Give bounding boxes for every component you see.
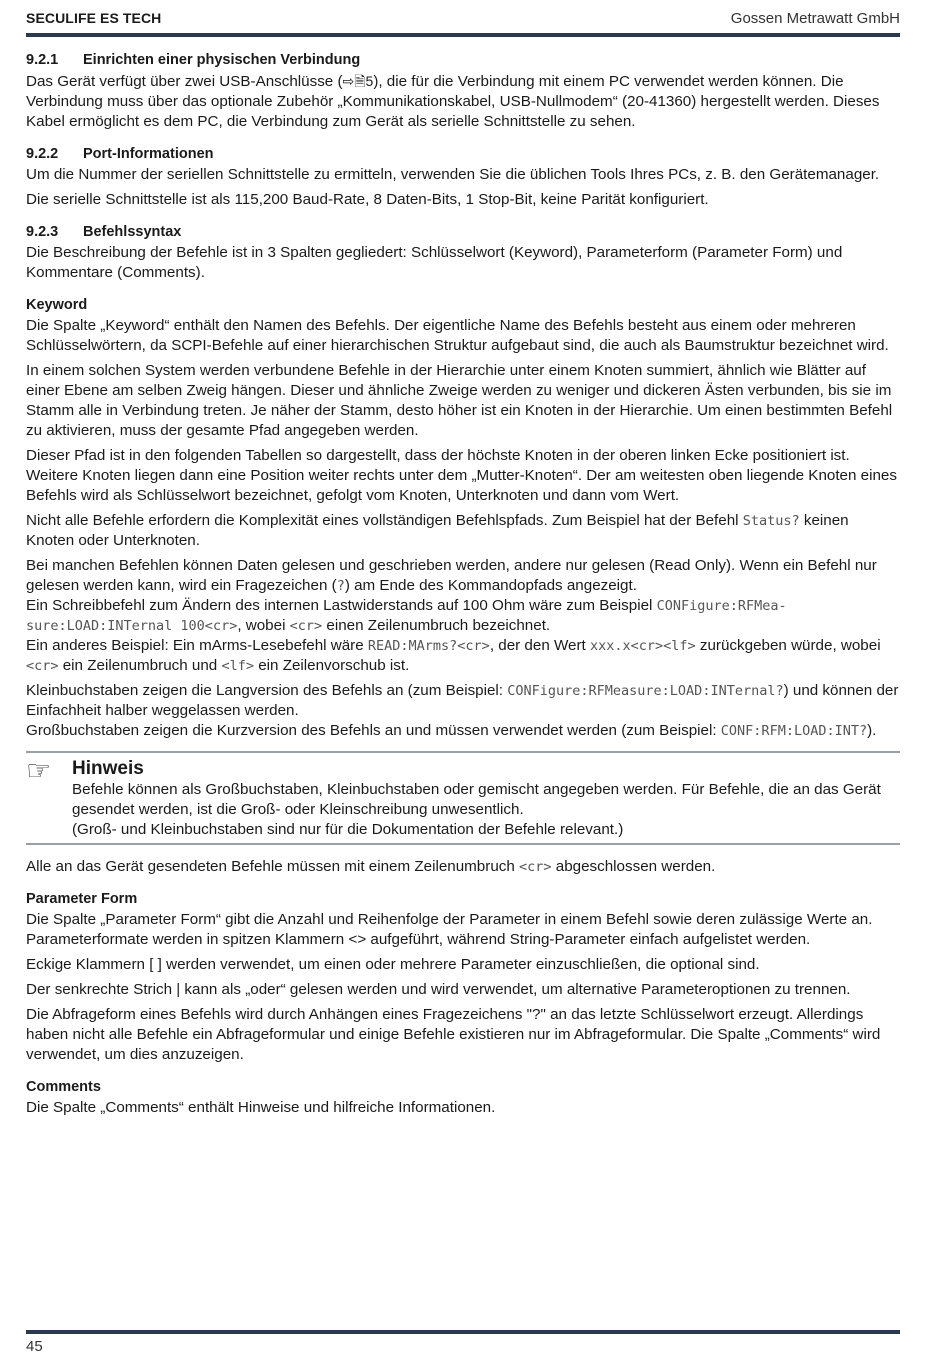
code: CONF:RFM:LOAD:INT? — [720, 723, 868, 739]
note-title: Hinweis — [72, 758, 144, 779]
paragraph — [26, 511, 900, 551]
text: ein Zeilenumbruch und — [58, 657, 222, 674]
paragraph: Die Spalte „Comments“ enthält Hinweise und hilfreiche Informationen. — [26, 1099, 496, 1116]
code: <cr> — [26, 658, 59, 674]
code: READ:MArms?<cr> — [367, 638, 490, 654]
pointing-hand-icon: ☞ — [26, 755, 52, 786]
code: CONFigure:RFMeasure:LOAD:INTernal 100<cr> — [26, 598, 787, 634]
paragraph: Um die Nummer der seriellen Schnittstelle zu ermitteln, verwenden Sie die üblichen Tools Ihres PCs, z. B. den Gerätemanager. — [26, 166, 880, 183]
page — [26, 0, 900, 1360]
paragraph: Die Spalte „Keyword“ enthält den Namen des Befehls. Der eigentliche Name des Befehls besteht aus einem oder mehreren Schlüsselwörtern, da SCPI-Befehle auf einer hierarchischen Struktur aufgebaut sind, die auch als Baumstruktur bezeichnet wird. — [26, 317, 889, 354]
code: <cr> — [289, 618, 323, 634]
text: Bei manchen Befehlen können Daten gelesen und geschrieben werden, andere nur gelesen (Read Only). Wenn ein Befehl nur gelesen werden kann, wird ein Fragezeichen ( — [26, 557, 877, 594]
text: ein Zeilenvorschub ist. — [253, 657, 410, 674]
section-heading — [26, 146, 900, 162]
keyword-section — [26, 297, 900, 877]
paragraph: Dieser Pfad ist in den folgenden Tabellen so dargestellt, dass der höchste Knoten in der oberen linken Ecke positioniert ist. Weitere Knoten liegen dann eine Position weiter rechts unter dem „Mutter-Knoten“. Der am weitesten oben liegende Knoten eines Befehls wird als Schlüsselwort bezeichnet, gefolgt vom Knoten, Unterknoten und dann vom Wert. — [26, 447, 897, 504]
code: ? — [336, 578, 345, 594]
note-body — [72, 758, 900, 840]
paragraph: Die Beschreibung der Befehle ist in 3 Spalten gegliedert: Schlüsselwort (Keyword), Parameterform (Parameter Form) und Kommentare (Comments). — [26, 244, 843, 281]
section-heading — [26, 224, 900, 240]
paragraph: Der senkrechte Strich | kann als „oder“ gelesen werden und wird verwendet, um alternative Parameteroptionen zu trennen. — [26, 981, 851, 998]
section-title: Port-Informationen — [83, 146, 214, 162]
paragraph — [26, 556, 900, 676]
section-number: 9.2.2 — [26, 146, 59, 162]
note-text: (Groß- und Kleinbuchstaben sind nur für die Dokumentation der Befehle relevant.) — [72, 821, 624, 838]
code: Status? — [742, 513, 800, 529]
text: Großbuchstaben zeigen die Kurzversion des Befehls an und müssen verwendet werden (zum Beispiel: — [26, 722, 721, 739]
section-title: Befehlssyntax — [83, 224, 182, 240]
subheading-comments: Comments — [26, 1079, 101, 1095]
text: Nicht alle Befehle erfordern die Komplexität eines vollständigen Befehlspfads. Zum Beispiel hat der Befehl — [26, 512, 743, 529]
header-company: Gossen Metrawatt GmbH — [730, 9, 900, 27]
code: xxx.x<cr><lf> — [590, 638, 696, 654]
footer-rule — [26, 1330, 900, 1334]
text: , wobei — [237, 617, 290, 634]
subheading-keyword: Keyword — [26, 297, 88, 313]
subheading-parameter-form: Parameter Form — [26, 891, 138, 907]
section-9-2-3 — [26, 224, 900, 283]
section-9-2-1 — [26, 52, 900, 132]
parameter-form-section — [26, 891, 900, 1065]
text: Ein anderes Beispiel: Ein mArms-Lesebefehl wäre — [26, 637, 368, 654]
text: , der den Wert — [489, 637, 590, 654]
text: ) und können der Einfachheit halber weggelassen werden. — [26, 682, 899, 719]
code: <lf> — [221, 658, 254, 674]
section-number: 9.2.3 — [26, 224, 59, 240]
text: ) am Ende des Kommandopfads angezeigt. — [344, 577, 637, 594]
paragraph: Eckige Klammern [ ] werden verwendet, um einen oder mehrere Parameter einzuschließen, die optional sind. — [26, 956, 760, 973]
text: einen Zeilenumbruch bezeichnet. — [322, 617, 551, 634]
paragraph — [26, 857, 900, 877]
paragraph — [26, 71, 900, 132]
section-title: Einrichten einer physischen Verbindung — [83, 52, 361, 68]
page-header — [26, 6, 900, 30]
page-number: 45 — [26, 1338, 43, 1355]
text: Kleinbuchstaben zeigen die Langversion des Befehls an (zum Beispiel: — [26, 682, 508, 699]
paragraph: Die serielle Schnittstelle ist als 115,200 Baud-Rate, 8 Daten-Bits, 1 Stop-Bit, keine Parität konfiguriert. — [26, 191, 709, 208]
text: zurückgeben würde, wobei — [695, 637, 881, 654]
comments-section — [26, 1079, 900, 1118]
paragraph — [26, 681, 900, 741]
text: Ein Schreibbefehl zum Ändern des internen Lastwiderstands auf 100 Ohm wäre zum Beispiel — [26, 597, 657, 614]
note-box — [26, 751, 900, 845]
text: keinen Knoten oder Unterknoten. — [26, 512, 849, 549]
paragraph: Die Spalte „Parameter Form“ gibt die Anzahl und Reihenfolge der Parameter in einem Befehl sowie deren zulässige Werte an. Parameterformate werden in spitzen Klammern <> aufgeführt, während String-Parameter einfach aufgelistet werden. — [26, 911, 873, 948]
code: CONFigure:RFMeasure:LOAD:INTernal? — [507, 683, 784, 699]
text: Das Gerät verfügt über zwei USB-Anschlüsse ( — [26, 73, 343, 90]
code: <cr> — [519, 859, 552, 875]
paragraph: In einem solchen System werden verbundene Befehle in der Hierarchie unter einem Knoten summiert, ähnlich wie Blätter auf einer Ebene am selben Zweig hängen. Dieser und ähnliche Zweige werden zu weniger und dickeren Ästen verbunden, bis sie im Stamm alle in Verbindung treten. Je näher der Stamm, desto höher ist ein Knoten in der Hierarchie. Um einen bestimmten Befehl zu aktivieren, muss der gesamte Pfad angegeben werden. — [26, 362, 893, 439]
section-number: 9.2.1 — [26, 52, 59, 68]
note-text: Befehle können als Großbuchstaben, Kleinbuchstaben oder gemischt angegeben werden. Für Befehle, die an das Gerät gesendet werden, ist die Groß- oder Kleinschreibung unwesentlich. — [72, 781, 881, 818]
header-product: SECULIFE ES TECH — [26, 10, 162, 26]
text: abgeschlossen werden. — [551, 858, 716, 875]
header-rule — [26, 33, 900, 37]
text: ), die für die Verbindung mit einem PC verwendet werden können. Die Verbindung muss über das optionale Zubehör „Kommunikationskabel, USB-Nullmodem“ (20-41360) hergestellt werden. Dieses Kabel ermöglicht es dem PC, die Verbindung zum Gerät als serielle Schnittstelle zu sehen. — [26, 73, 880, 130]
section-heading — [26, 52, 900, 68]
text: ). — [867, 722, 877, 739]
text: Alle an das Gerät gesendeten Befehle müssen mit einem Zeilenumbruch — [26, 858, 520, 875]
section-9-2-2 — [26, 146, 900, 210]
document-body — [26, 52, 900, 1132]
page-reference[interactable]: ⇨🗎5 — [342, 73, 374, 89]
paragraph: Die Abfrageform eines Befehls wird durch Anhängen eines Fragezeichens "?" an das letzte Schlüsselwort erzeugt. Allerdings haben nicht alle Befehle ein Abfrageformular und einige Befehle existieren nur im Abfrageformular. Die Spalte „Comments“ wird verwendet, um dies anzuzeigen. — [26, 1006, 881, 1063]
